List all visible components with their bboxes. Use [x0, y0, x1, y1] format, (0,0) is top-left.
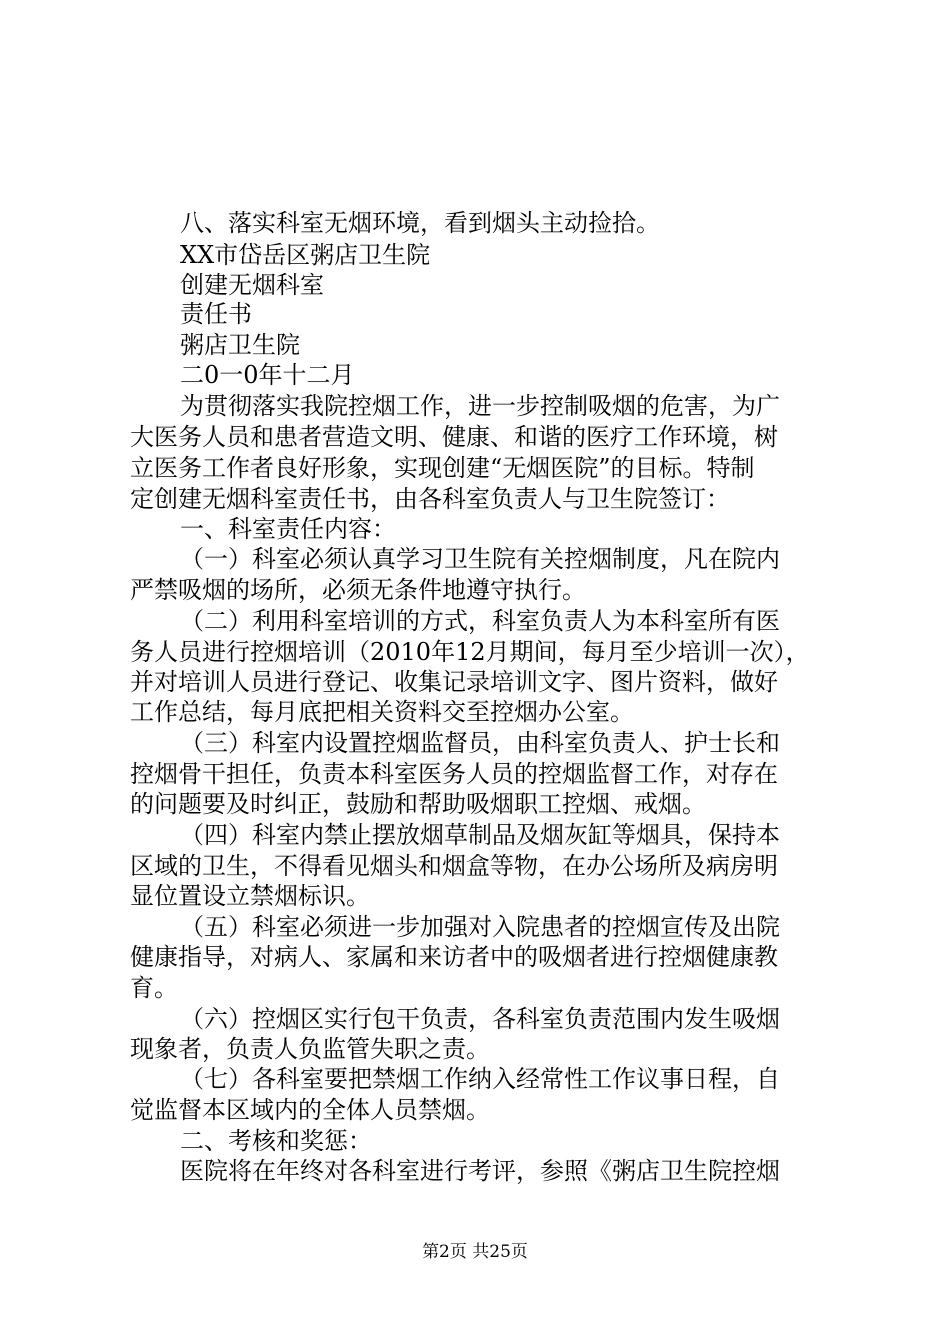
text-line: 二、考核和奖惩：	[180, 1127, 372, 1155]
page-footer: 第2页 共25页	[422, 1242, 528, 1262]
text-line: 立医务工作者良好形象，实现创建“无烟医院”的目标。特制	[130, 454, 755, 482]
text-line: XX市岱岳区粥店卫生院	[180, 241, 431, 269]
text-line: （四）科室内禁止摆放烟草制品及烟灰缸等烟具，保持本	[180, 821, 780, 849]
text-line: （六）控烟区实行包干负责，各科室负责范围内发生吸烟	[180, 1005, 780, 1033]
text-line: 务人员进行控烟培训（2010年12月期间，每月至少培训一次），	[130, 638, 810, 666]
text-line: 严禁吸烟的场所，必须无条件地遵守执行。	[130, 576, 586, 604]
text-line: 大医务人员和患者营造文明、健康、和谐的医疗工作环境，树	[130, 423, 778, 451]
text-line: 创建无烟科室	[180, 271, 324, 299]
text-line: （七）各科室要把禁烟工作纳入经常性工作议事日程，自	[180, 1065, 780, 1093]
text-line: 工作总结，每月底把相关资料交至控烟办公室。	[130, 698, 634, 726]
text-line: 一、科室责任内容：	[180, 515, 396, 543]
text-line: 的问题要及时纠正，鼓励和帮助吸烟职工控烟、戒烟。	[130, 790, 706, 818]
text-line: 医院将在年终对各科室进行考评，参照《粥店卫生院控烟	[180, 1157, 780, 1185]
text-line: 责任书	[180, 300, 252, 328]
text-line: 健康指导，对病人、家属和来访者中的吸烟者进行控烟健康教	[130, 943, 778, 971]
text-line: （二）利用科室培训的方式，科室负责人为本科室所有医	[180, 607, 780, 635]
text-line: （五）科室必须进一步加强对入院患者的控烟宣传及出院	[180, 913, 780, 941]
text-line: 控烟骨干担任，负责本科室医务人员的控烟监督工作，对存在	[130, 760, 778, 788]
text-line: 现象者，负责人负监管失职之责。	[130, 1035, 490, 1063]
text-line: 定创建无烟科室责任书，由各科室负责人与卫生院签订：	[130, 485, 730, 513]
text-line: （一）科室必须认真学习卫生院有关控烟制度，凡在院内	[180, 545, 780, 573]
text-line: 八、落实科室无烟环境，看到烟头主动捡拾。	[180, 209, 660, 237]
text-line: 育。	[130, 974, 178, 1002]
text-line: （三）科室内设置控烟监督员，由科室负责人、护士长和	[180, 729, 780, 757]
text-line: 觉监督本区域内的全体人员禁烟。	[130, 1096, 490, 1124]
text-line: 并对培训人员进行登记、收集记录培训文字、图片资料，做好	[130, 668, 778, 696]
text-line: 粥店卫生院	[180, 331, 300, 359]
text-line: 显位置设立禁烟标识。	[130, 882, 370, 910]
text-line: 区域的卫生，不得看见烟头和烟盒等物，在办公场所及病房明	[130, 852, 778, 880]
text-line: 为贯彻落实我院控烟工作，进一步控制吸烟的危害，为广	[180, 392, 780, 420]
text-line: 二0一0年十二月	[180, 361, 355, 389]
